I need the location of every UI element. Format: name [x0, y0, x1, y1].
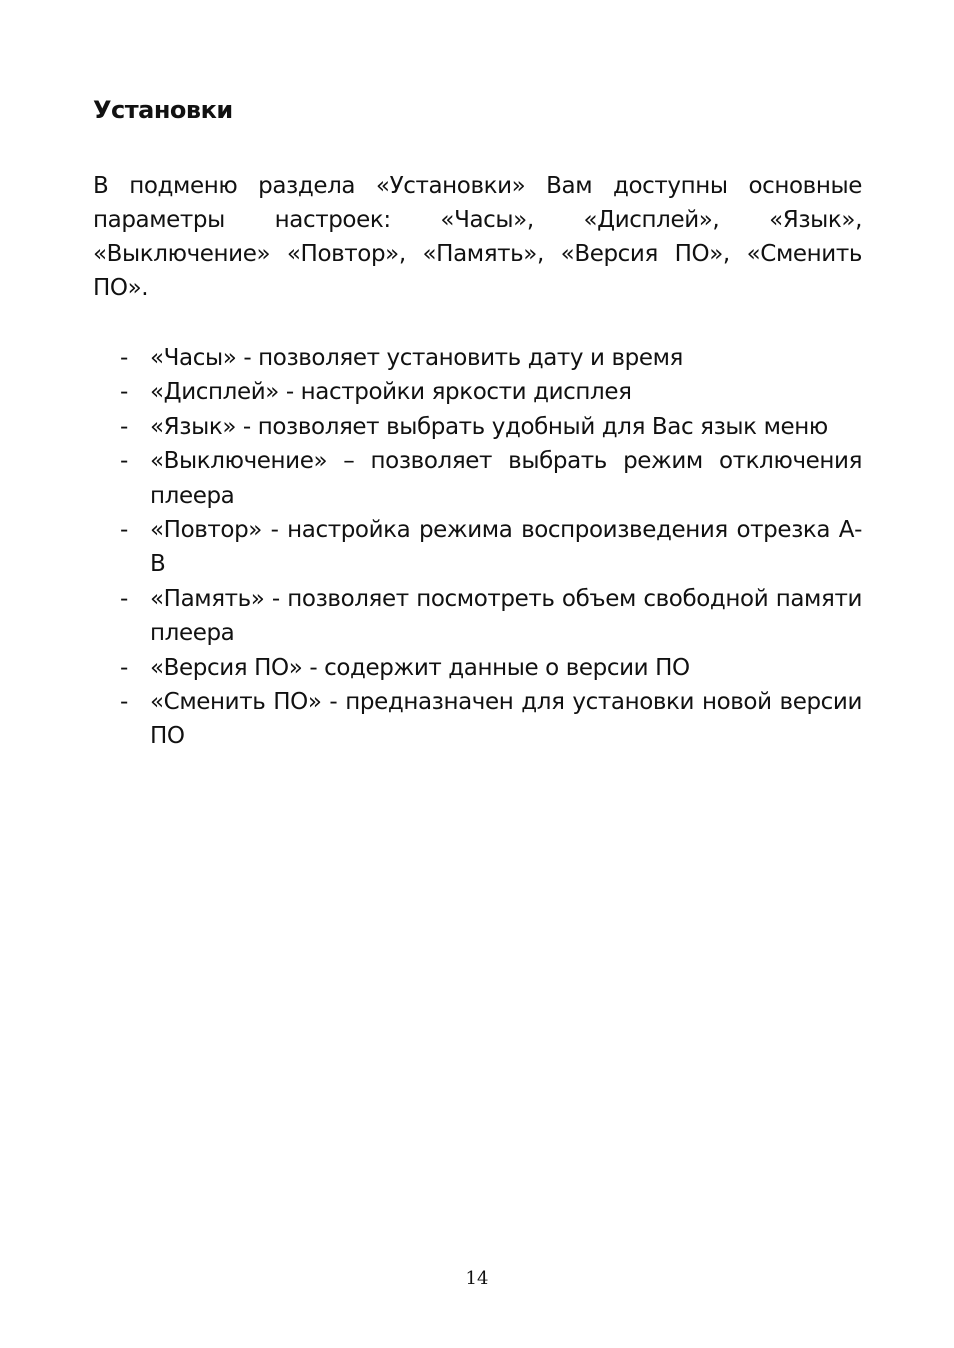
intro-paragraph: В подменю раздела «Установки» Вам доступны основные параметры настроек: «Часы», «Дисплей», «Язык», «Выключение» «Повтор», «Память», «Версия ПО», «Сменить ПО». [93, 173, 862, 301]
list-item-text: «Дисплей» - настройки яркости дисплея [150, 379, 632, 406]
list-item [93, 582, 862, 651]
bullet-dash: - [120, 413, 128, 440]
page-number: 14 [465, 1268, 489, 1289]
list-item [93, 410, 862, 444]
list-item-text: «Выключение» – позволяет выбрать режим отключения плеера [150, 448, 862, 509]
bullet-dash: - [120, 585, 128, 612]
bullet-dash: - [120, 654, 128, 681]
settings-list [93, 341, 862, 754]
list-item [93, 341, 862, 375]
list-item [93, 444, 862, 513]
bullet-dash: - [120, 379, 128, 406]
list-item-text: «Язык» - позволяет выбрать удобный для Вас язык меню [150, 413, 828, 440]
list-item-text: «Часы» - позволяет установить дату и время [150, 345, 683, 371]
list-item [93, 513, 862, 582]
list-item-text: «Сменить ПО» - предназначен для установки новой версии ПО [150, 689, 862, 750]
bullet-dash: - [120, 517, 128, 544]
list-item [93, 651, 862, 685]
list-item-text: «Повтор» - настройка режима воспроизведения отрезка А-В [150, 517, 862, 578]
list-item [93, 685, 862, 754]
list-item-text: «Версия ПО» - содержит данные о версии ПО [150, 654, 690, 681]
bullet-dash: - [120, 345, 128, 371]
bullet-dash: - [120, 689, 128, 716]
bullet-dash: - [120, 448, 128, 475]
page-title: Установки [93, 96, 233, 124]
list-item-text: «Память» - позволяет посмотреть объем свободной памяти плеера [150, 585, 862, 647]
list-item [93, 375, 862, 409]
